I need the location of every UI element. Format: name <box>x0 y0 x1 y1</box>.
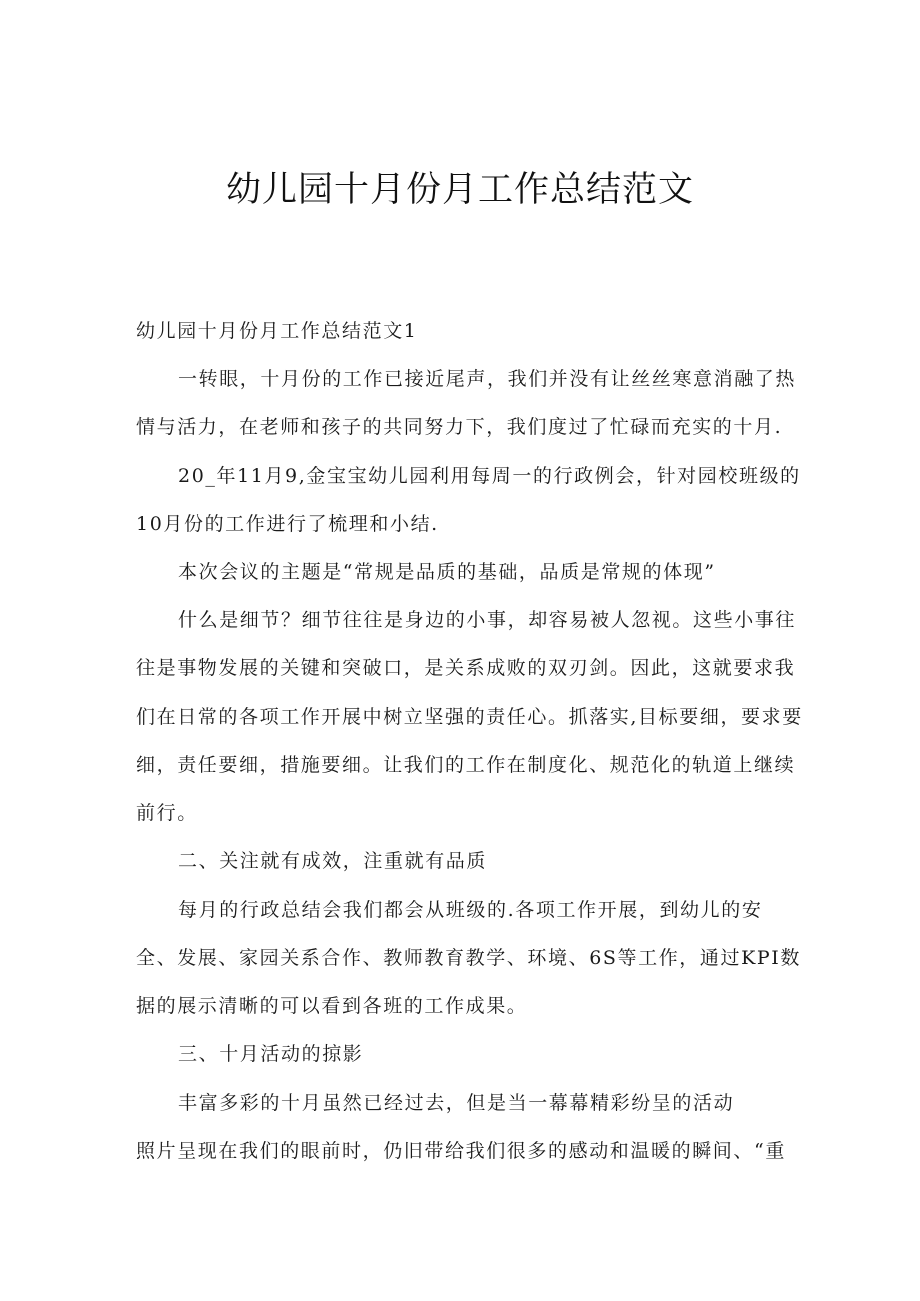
section-heading: 幼儿园十月份月工作总结范文1 <box>136 320 418 342</box>
document-title: 幼儿园十月份月工作总结范文 <box>225 170 694 210</box>
paragraph-line: 一转眼，十月份的工作已接近尾声，我们并没有让丝丝寒意消融了热 <box>178 368 797 390</box>
paragraph-line: 们在日常的各项工作开展中树立坚强的责任心。抓落实,目标要细，要求要 <box>136 706 803 728</box>
paragraph-line: 什么是细节？细节往往是身边的小事，却容易被人忽视。这些小事往 <box>178 609 797 631</box>
paragraph-line: 10月份的工作进行了梳理和小结. <box>136 513 439 535</box>
paragraph-line: 本次会议的主题是“常规是品质的基础，品质是常规的体现” <box>178 561 716 583</box>
paragraph-line: 往是事物发展的关键和突破口，是关系成败的双刃剑。因此，这就要求我 <box>136 657 796 679</box>
paragraph-line: 全、发展、家园关系合作、教师教育教学、环境、6S等工作，通过KPI数 <box>136 947 801 969</box>
paragraph-line: 据的展示清晰的可以看到各班的工作成果。 <box>136 995 528 1017</box>
paragraph-line: 20_年11月9,金宝宝幼儿园利用每周一的行政例会，针对园校班级的 <box>178 465 801 487</box>
paragraph-line: 细，责任要细，措施要细。让我们的工作在制度化、规范化的轨道上继续 <box>136 754 796 776</box>
paragraph-line: 照片呈现在我们的眼前时，仍旧带给我们很多的感动和温暖的瞬间、“重 <box>136 1140 786 1162</box>
paragraph-line: 丰富多彩的十月虽然已经过去，但是当一幕幕精彩纷呈的活动 <box>178 1092 735 1114</box>
paragraph-line: 情与活力，在老师和孩子的共同努力下，我们度过了忙碌而充实的十月. <box>136 416 783 438</box>
paragraph-line: 每月的行政总结会我们都会从班级的.各项工作开展，到幼儿的安 <box>178 899 763 921</box>
subsection-heading: 二、关注就有成效，注重就有品质 <box>178 850 488 872</box>
paragraph-line: 前行。 <box>136 802 198 824</box>
subsection-heading: 三、十月活动的掠影 <box>178 1043 364 1065</box>
